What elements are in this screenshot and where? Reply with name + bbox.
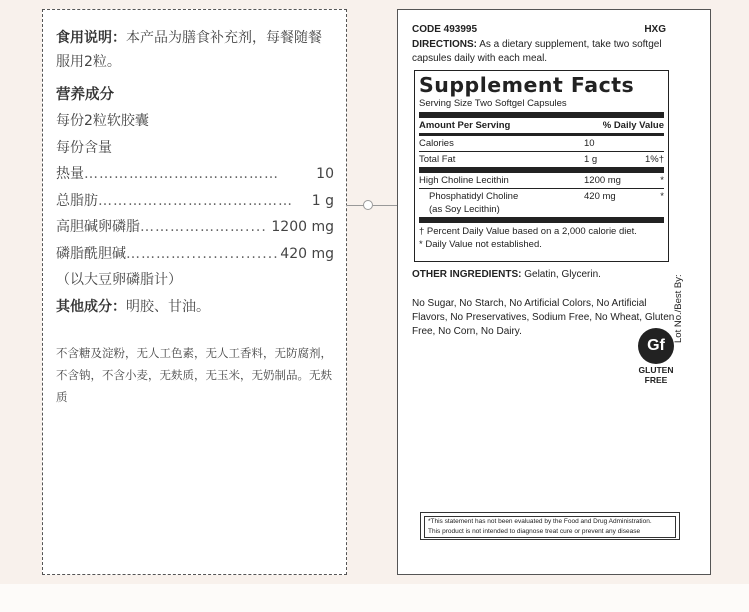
nutrient-value: 420 mg: [280, 245, 334, 262]
fact-dv: [644, 137, 664, 150]
lot-number-label: Lot No./Best By:: [673, 274, 684, 343]
serving-size: Serving Size Two Softgel Capsules: [419, 97, 664, 118]
connector-dot: [363, 200, 373, 210]
fact-name: Total Fat: [419, 154, 456, 165]
nutrition-row: [56, 161, 334, 188]
nutrient-name: 高胆碱卵磷脂: [56, 219, 140, 235]
free-from-claims: No Sugar, No Starch, No Artificial Colors, No Artificial Flavors, No Preservatives, Sodium Free, No Wheat, Gluten Free, No Corn, No Dairy.: [412, 298, 675, 337]
product-code: CODE 493995: [412, 24, 478, 35]
fact-name: High Choline Lecithin: [419, 175, 509, 186]
leader-dots: ………….................: [126, 245, 279, 262]
nutrient-value: 10: [316, 166, 334, 182]
fact-name-line1: Phosphatidyl Choline: [429, 191, 519, 202]
fact-dv: *: [660, 191, 664, 202]
leader-dots: …………………....: [140, 219, 267, 235]
code-row: [412, 24, 666, 35]
nutrient-name: 总脂肪: [56, 192, 98, 209]
amount-per-serving: Amount Per Serving: [419, 120, 511, 131]
nutrition-title: 营养成分: [56, 87, 114, 103]
facts-row: [419, 152, 664, 173]
other-ingredients-cn: [56, 294, 334, 320]
directions-text: As a dietary supplement, take two softgel capsules daily with each meal.: [412, 39, 662, 64]
fact-amount: 420 mg: [584, 191, 616, 202]
usage-label: 食用说明：: [56, 30, 126, 46]
leader-dots: …………………………………: [98, 192, 293, 209]
per-serving: 每份2粒软胶囊: [56, 113, 149, 129]
fact-amount: 10: [584, 138, 595, 149]
connector-line: [373, 205, 398, 206]
supplement-facts-title: Supplement Facts: [419, 73, 635, 97]
footnote-asterisk: * Daily Value not established.: [419, 238, 542, 250]
footnote-dagger: † Percent Daily Value based on a 2,000 calorie diet.: [419, 226, 637, 237]
fact-name-line2: (as Soy Lecithin): [429, 204, 500, 215]
leader-dots: …………………………………: [84, 166, 279, 182]
fact-amount: 1200 mg: [584, 175, 621, 186]
fact-dv: *: [660, 175, 664, 186]
nutrient-value: 1 g: [311, 192, 334, 209]
disclaimer-inner: [424, 516, 676, 538]
facts-header: [419, 118, 664, 136]
directions: [412, 38, 674, 65]
per-content: 每份含量: [56, 139, 112, 156]
gluten-free-text: GLUTEN FREE: [638, 365, 674, 385]
nutrient-name: 磷脂酰胆碱: [56, 245, 126, 262]
facts-row: [419, 173, 664, 189]
facts-row: [419, 136, 664, 152]
usage-instructions: [56, 26, 334, 74]
nutrition-row: [56, 214, 334, 241]
bottom-strip: [0, 584, 749, 612]
other-ingredients: [412, 268, 682, 281]
other-ingredients-text: Gelatin, Glycerin.: [524, 269, 601, 280]
other-label: 其他成分：: [56, 298, 126, 315]
fact-name: [419, 190, 584, 216]
soy-note: （以大豆卵磷脂计）: [56, 272, 182, 288]
gluten-free-icon: Gf: [638, 328, 674, 364]
fda-disclaimer: [420, 512, 680, 540]
disclaimer-line1: *This statement has not been evaluated by the Food and Drug Administration.: [428, 518, 652, 525]
english-label-panel: [397, 9, 711, 575]
free-from-text: 不含糖及淀粉，无人工色素，无人工香料，无防腐剂，不含钠，不含小麦，无麸质，无玉米，无奶制品。无麸质: [56, 345, 332, 404]
nutrition-row: [56, 188, 334, 215]
usage-text: 本产品为膳食补充剂，每餐随餐服用2粒。: [56, 30, 322, 70]
daily-value-header: % Daily Value: [602, 120, 664, 131]
facts-footnotes: [419, 223, 664, 251]
directions-label: DIRECTIONS:: [412, 39, 477, 50]
nutrient-value: 1200 mg: [271, 219, 334, 235]
other-ingredients-label: OTHER INGREDIENTS:: [412, 269, 522, 280]
fact-dv: 1%†: [644, 154, 664, 165]
supplement-facts-box: [414, 70, 669, 262]
facts-row: [419, 189, 664, 223]
code-suffix: HXG: [644, 24, 666, 35]
other-text: 明胶、甘油。: [126, 298, 210, 315]
nutrient-name: 热量: [56, 166, 84, 182]
chinese-label-panel: [42, 9, 347, 575]
disclaimer-line2: This product is not intended to diagnose treat cure or prevent any disease: [428, 528, 641, 535]
nutrition-row: [56, 241, 334, 268]
fact-amount: 1 g: [584, 154, 598, 165]
fact-name: Calories: [419, 138, 454, 149]
